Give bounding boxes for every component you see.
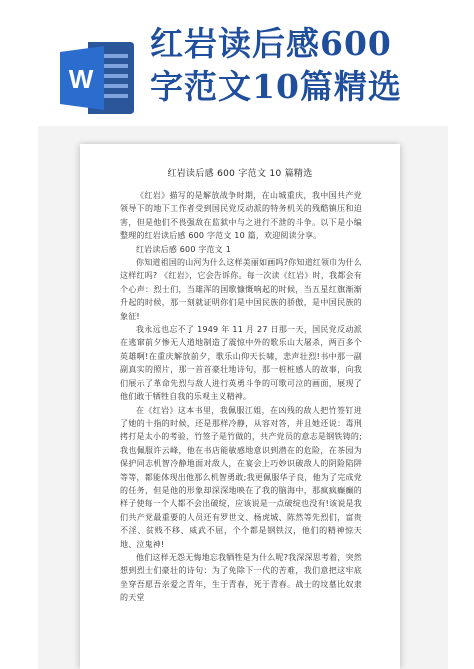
paragraph: 《红岩》描写的是解放战争时期，在山城重庆，我中国共产党领导下的地下工作者受到国民党反动派的特务机关的残酷镇压和迫害，但是他们不畏强敌在监狱中与之进行不泄的斗争。以下是小编整理的红岩读后感 600 字范文 10 篇，欢迎阅读分享。: [120, 191, 362, 241]
paragraph: 红岩读后感 600 字范文 1: [136, 244, 231, 254]
title-line-2: 字范文10篇精选: [150, 67, 402, 106]
document-title: 红岩读后感 600 字范文 10 篇精选: [167, 169, 313, 179]
paragraph: 他们这样无怨无悔地忘我牺牲是为什么呢?我深深思考着，突然想到烈士们豪壮的诗句：为了免除下一代的苦难，我们意把这牢底坐穿吾愿吾亲爱之青年，生于青春，死于青春。战士的坟墓比奴隶的天堂: [120, 552, 362, 603]
paragraph: 你知道祖国的山河为什么这样美丽如画吗?你知道红领巾为什么这样红吗? 《红岩》，它会告诉你。每一次读《红岩》时，我都会有个心声：烈士们，当雄浑的国歌慷慨响起的时候，当五星红旗渐渐升起的时候，那一刻就证明你们是中国民族的骄傲，是中国民族的象征!: [120, 258, 362, 321]
word-document-icon: [58, 38, 138, 118]
word-logo-letter: W: [68, 64, 94, 94]
paragraph: 我永远也忘不了 1949 年 11 月 27 日那一天，国民党反动派在逃窜前夕惨无人道地制造了震惊中外的歌乐山大屠杀，两百多个英雄啊!在重庆解放前夕，歌乐山仰天长啸，悲声壮烈!书中那一副副真实的照片，那一首首豪壮地诗句，那一桩桩感人的故事，向我们展示了革命先烈与敌人进行英勇斗争的可歌可泣的画面，展现了他们敢于牺牲自我的乐观主义精神。: [120, 325, 362, 402]
document-page: [80, 144, 400, 669]
paragraph: 在《红岩》这本书里，我佩服江姐，在凶残的敌人把竹签钉进了她的十指的时候，还是那样冷静，从容对答，并且她还说：毒刑拷打是太小的考验，竹签子是竹做的，共产党员的意志是钢铁铸的;我也佩服许云峰，他在书店能敏感地意识到潜在的危险，在茶园为保护同志机智冷静地面对敌人，在宴会上巧妙识破敌人的阴险陷阱等等，都能体现出他那么机智勇敢;我更佩服华子良，他为了完成党的任务，但是他的形象却深深地映在了我的脑海中，那疯疯癫癫的样子使每一个人都不会出破绽，应该说是一点破绽也没有!该说是我们共产党最重要的人员还有罗世文、杨虎城、陈然等先烈们，富贵不淫、贫贱不移、威武不屈，个个都是钢铁汉，他们的精神惊天地、泣鬼神!: [120, 405, 362, 549]
page-title: [150, 22, 470, 108]
document-body: [80, 189, 400, 605]
title-line-1: 红岩读后感600: [150, 24, 392, 63]
banner-header: [0, 0, 474, 118]
